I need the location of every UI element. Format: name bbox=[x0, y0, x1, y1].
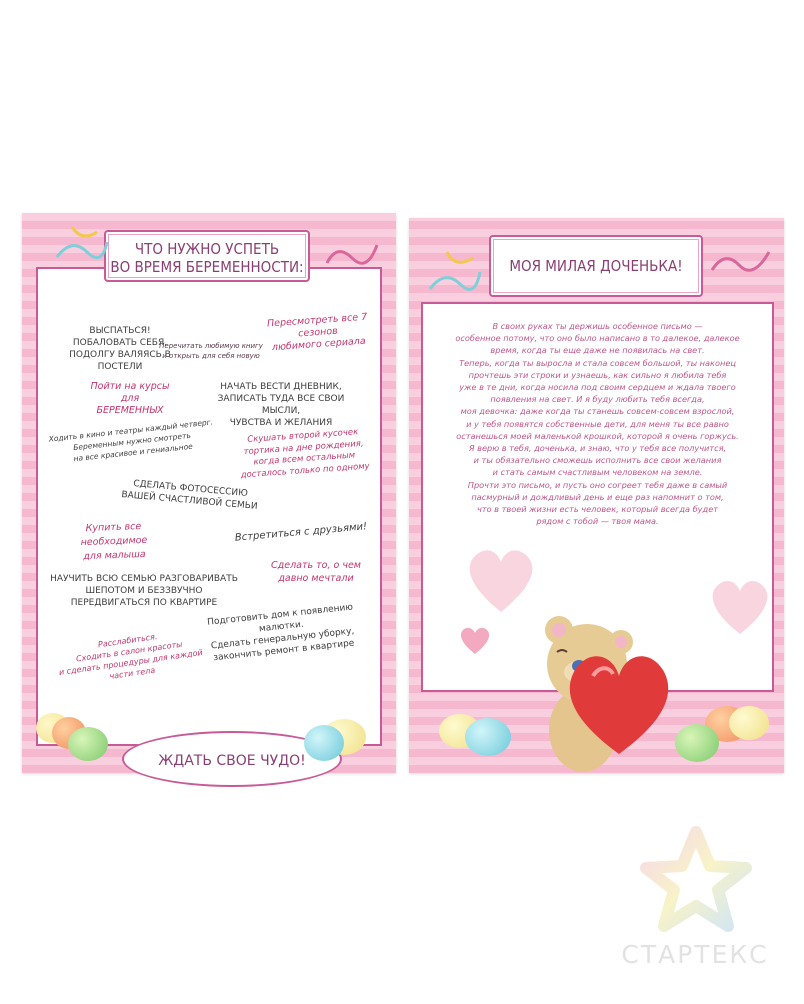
red-heart-icon bbox=[557, 638, 681, 758]
balloon-icon bbox=[729, 706, 769, 740]
letter-title: МОЯ МИЛАЯ ДОЧЕНЬКА! bbox=[489, 235, 703, 297]
letter-text: В своих руках ты держишь особенное письмо — особенное потому, что оно было написано в то далекое, далекое время, когда ты еще даже не появилась на свет. Теперь, когда ты выросла и стала совсем большой, ты наконец прочтешь эти строки и узнаешь, как сильно я любила тебя уже в те дни, когда носила под своим сердцем и ждала твоего появления на свет. И я буду любить тебя всегда, моя девочка: даже когда ты станешь совсем-совсем взрослой, и у тебя появятся собственные дети, для меня ты все равно останешься моей маленькой крошкой, которой я очень горжусь. Я верю в тебя, доченька, и знаю, что у тебя все получится, и ты обязательно сможешь исполнить все свои желания и стать самым счастливым человеком на земле. Прочти это письмо, и пусть оно согреет тебя даже в самый пасмурный и дождливый день и еще раз напомнит о том, что в твоей жизни есть человек, который всегда будет рядом с тобой — твоя мама. bbox=[455, 321, 740, 527]
checklist-item: Пересмотреть все 7 сезонов любимого сериала bbox=[266, 311, 368, 354]
streamer-icon bbox=[322, 233, 382, 273]
brand-star-logo bbox=[640, 826, 752, 934]
heart-icon bbox=[457, 622, 493, 656]
checklist-panel bbox=[36, 267, 382, 769]
checklist-item: Подготовить дом к появлению малютки. Сделать генеральную уборку, закончить ремонт в квартире bbox=[206, 602, 355, 664]
streamer-icon bbox=[425, 244, 485, 304]
checklist-item: НАУЧИТЬ ВСЮ СЕМЬЮ РАЗГОВАРИВАТЬ ШЕПОТОМ И БЕЗЗВУЧНО ПЕРЕДВИГАТЬСЯ ПО КВАРТИРЕ bbox=[50, 574, 238, 608]
checklist-item: Встретиться с друзьями! bbox=[234, 521, 368, 544]
balloon-icon bbox=[68, 727, 108, 761]
heart-icon bbox=[705, 570, 775, 640]
wait-for-miracle-oval: ЖДАТЬ СВОЕ ЧУДО! bbox=[122, 731, 342, 787]
balloon-icon bbox=[465, 718, 511, 756]
checklist-item: Перечитать любимую книгу и открыть для себя новую bbox=[159, 342, 263, 360]
balloon-icon bbox=[675, 724, 719, 762]
brand-watermark: СТАРТЕКС bbox=[621, 940, 769, 969]
streamer-icon bbox=[707, 240, 777, 280]
checklist-item: СДЕЛАТЬ ФОТОСЕССИЮ ВАШЕЙ СЧАСТЛИВОЙ СЕМЬИ bbox=[120, 479, 258, 512]
checklist-item: Ходить в кино и театры каждый четверг. Беременным нужно смотреть на все красивое и гениальное bbox=[48, 417, 214, 464]
checklist-item: Скушать второй кусочек тортика на дне рождения, когда всем остальным досталось только по одному bbox=[240, 427, 370, 480]
pregnancy-checklist-sheet bbox=[22, 213, 396, 773]
checklist-item: Расслабиться. Сходить в салон красоты и сделать процедуры для каждой части тела bbox=[58, 632, 204, 681]
daughter-letter-sheet bbox=[409, 218, 784, 773]
checklist-item: Сделать то, о чем давно мечтали bbox=[271, 560, 361, 584]
checklist-item: НАЧАТЬ ВЕСТИ ДНЕВНИК, ЗАПИСАТЬ ТУДА ВСЕ СВОИ МЫСЛИ, ЧУВСТВА И ЖЕЛАНИЯ bbox=[217, 382, 345, 428]
streamer-icon bbox=[52, 217, 112, 277]
checklist-item: ВЫСПАТЬСЯ! ПОБАЛОВАТЬ СЕБЯ, ПОДОЛГУ ВАЛЯЯСЬ В ПОСТЕЛИ bbox=[69, 326, 171, 372]
checklist-title: ЧТО НУЖНО УСПЕТЬ ВО ВРЕМЯ БЕРЕМЕННОСТИ: bbox=[104, 230, 310, 282]
checklist-item: Пойти на курсы для БЕРЕМЕННЫХ bbox=[90, 381, 170, 416]
checklist-item: Купить все необходимое для малыша bbox=[80, 521, 148, 563]
balloon-icon bbox=[304, 725, 344, 761]
